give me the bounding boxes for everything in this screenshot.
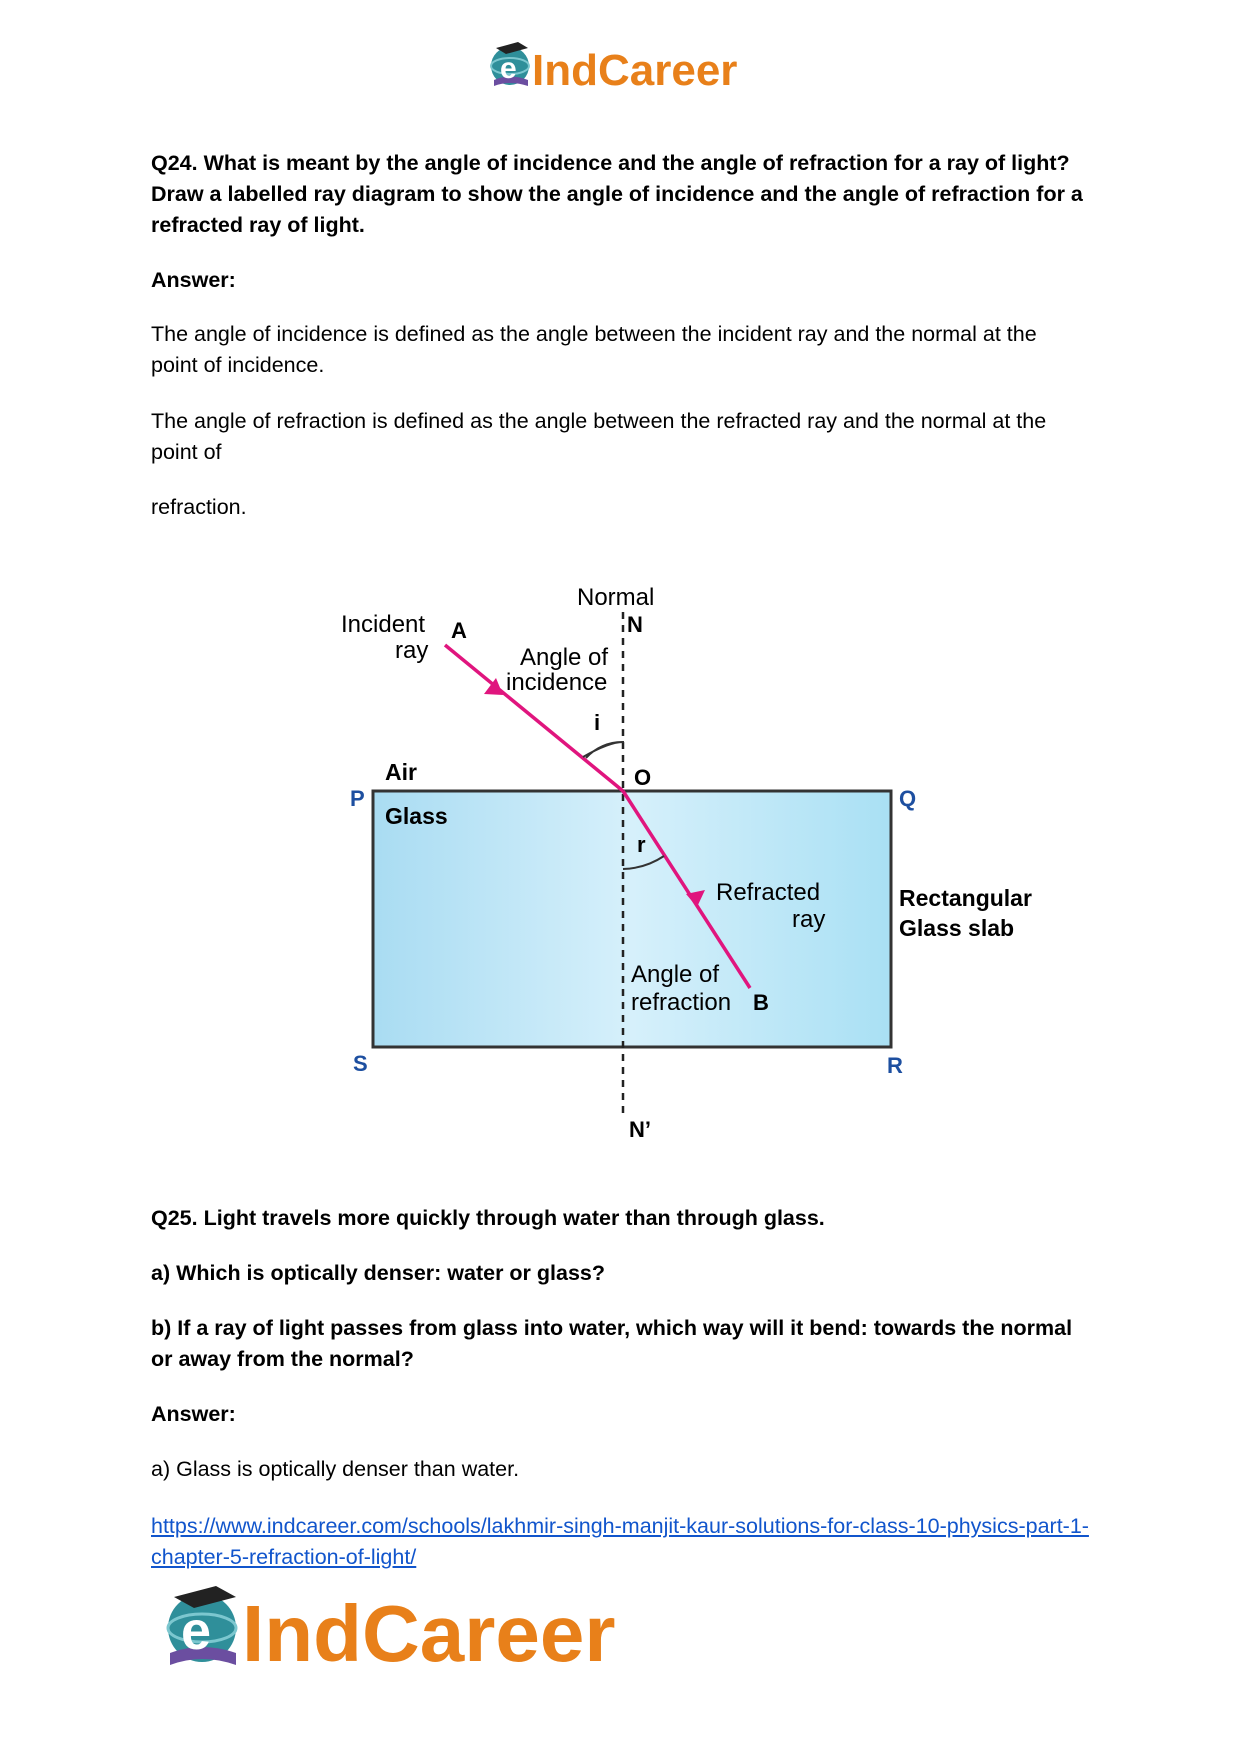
- refracted-label-2: ray: [792, 906, 826, 933]
- air-label: Air: [385, 759, 417, 785]
- corner-q-label: Q: [899, 786, 917, 811]
- q25-question: Q25. Light travels more quickly through water than through glass.: [151, 1206, 825, 1230]
- angle-r-label: r: [637, 832, 646, 857]
- indcareer-logo-bottom: [160, 1583, 720, 1678]
- globe-book-icon: [168, 1586, 236, 1665]
- corner-s-label: S: [353, 1051, 368, 1076]
- corner-r-label: R: [887, 1053, 903, 1078]
- normal-label: Normal: [577, 584, 655, 611]
- angle-refraction-label-2: refraction: [631, 989, 732, 1016]
- glass-label: Glass: [385, 803, 448, 829]
- refraction-ray-diagram: [320, 570, 1080, 1150]
- incident-label-2: ray: [395, 637, 429, 664]
- incident-label-1: Incident: [341, 611, 426, 638]
- n-prime-label: N’: [629, 1117, 651, 1142]
- q24-para-incidence: The angle of incidence is defined as the angle between the incident ray and the normal at the point of incidence.: [151, 322, 1037, 377]
- point-o-label: O: [634, 765, 652, 790]
- brand-name-large: IndCareer: [242, 1589, 616, 1678]
- brand-name: IndCareer: [532, 46, 738, 95]
- angle-refraction-label-1: Angle of: [631, 961, 720, 988]
- solutions-link[interactable]: https://www.indcareer.com/schools/lakhmir-singh-manjit-kaur-solutions-for-class-10-physics-part-1-chapter-5-refraction-of-light/: [151, 1514, 1089, 1569]
- globe-book-icon: [491, 42, 529, 86]
- angle-of-incidence-arc: [583, 742, 624, 758]
- indcareer-logo-top: [488, 40, 788, 98]
- svg-text:e: e: [500, 52, 517, 85]
- svg-text:e: e: [181, 1601, 212, 1661]
- q25-answer-a: a) Glass is optically denser than water.: [151, 1457, 520, 1481]
- n-top-label: N: [627, 612, 643, 637]
- q24-answer-label: Answer:: [151, 268, 236, 292]
- q24-para-refraction: The angle of refraction is defined as the angle between the refracted ray and the normal at the point of: [151, 409, 1047, 464]
- point-a-label: A: [451, 618, 467, 643]
- angle-incidence-label-2: incidence: [506, 669, 608, 696]
- angle-i-label: i: [594, 710, 601, 735]
- q25-part-b: b) If a ray of light passes from glass into water, which way will it bend: towards the normal or away from the normal?: [151, 1316, 1073, 1371]
- slab-label-2: Glass slab: [899, 915, 1015, 941]
- q25-part-a: a) Which is optically denser: water or glass?: [151, 1261, 606, 1285]
- q24-para-refraction-end: refraction.: [151, 495, 247, 519]
- q24-question: Q24. What is meant by the angle of incidence and the angle of refraction for a ray of light? Draw a labelled ray diagram to show the angle of incidence and the angle of refraction for a refracted ray of light.: [151, 151, 1083, 237]
- slab-label-1: Rectangular: [899, 885, 1032, 911]
- corner-p-label: P: [350, 786, 365, 811]
- point-b-label: B: [753, 990, 769, 1015]
- angle-incidence-label-1: Angle of: [520, 644, 609, 671]
- refracted-label-1: Refracted: [716, 879, 821, 906]
- q25-answer-label: Answer:: [151, 1402, 236, 1426]
